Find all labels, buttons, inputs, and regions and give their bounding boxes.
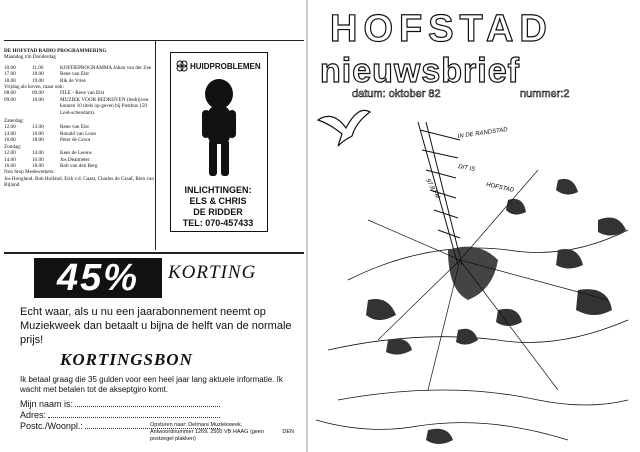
schedule-from: 14.00 [4, 156, 16, 163]
promo-text: Echt waar, als u nu een jaarabonnement neemt op Muziekweek dan betaalt u bijna de helft van de normale prijs! [20, 306, 292, 346]
ad-info-line2: ELS & CHRIS [189, 196, 247, 206]
land-blob [496, 309, 522, 326]
send-text: Opsturen naar: Delmare Muziekweek, Antwoordnummer 1269, 2500 VB HAAG (geen postzegel plakken) [150, 422, 265, 442]
land-blob [366, 299, 396, 320]
middle-divider [4, 252, 304, 254]
schedule-text: MUZIEK VOOR BEDRIJVEN (bedrijven kunnen 10 titels op-geven bij Postbus 159 Leid-schendam). [60, 96, 149, 116]
schedule-from: 12.00 [4, 150, 16, 157]
schedule-row [4, 137, 154, 143]
schedule-to: 11.00 [32, 64, 44, 71]
programme-schedule [4, 48, 154, 248]
schedule-from: 09.00 [4, 96, 16, 103]
friday-title: Vrijdag als boven, maar ook: [4, 84, 65, 91]
saturday-title: Zaterdag: [4, 118, 24, 125]
ad-heading: HUIDPROBLEMEN [190, 62, 261, 71]
land-blob [426, 429, 453, 444]
ad-info-line1: INLICHTINGEN: [184, 185, 252, 195]
schedule-from: 14.00 [4, 130, 16, 137]
masthead-hofstad: HOFSTAD [330, 8, 553, 50]
schedule-from: 10.00 [4, 64, 16, 71]
land-blob [386, 339, 412, 355]
schedule-text: Rene van Elst [60, 71, 89, 78]
schedule-from: 16.00 [4, 162, 16, 169]
schedule-to: 16.00 [32, 156, 44, 163]
schedule-to: 18.00 [32, 162, 44, 169]
programme-title: DE HOFSTAD RADIO PROGRAMMERING [4, 48, 107, 54]
kortingsbon-title: KORTINGSBON [60, 350, 193, 369]
clover-logo-icon [176, 60, 188, 72]
sunday-title: Zondag: [4, 143, 22, 150]
schedule-text: KOFFIEPROGRAMMA Johan van der Zee [60, 64, 152, 71]
schedule-from: 16.00 [4, 137, 16, 144]
radio-tower-icon [418, 122, 462, 265]
send-address [150, 422, 300, 443]
schedule-to: 18.00 [32, 137, 44, 144]
programme-subtitle: Maandag t/m Donderdag [4, 54, 56, 61]
seagull-icon [318, 110, 370, 146]
column-divider [155, 40, 156, 250]
schedule-text: Rene van Elst [60, 124, 89, 131]
schedule-text: Ronald van Loon [60, 130, 97, 137]
ad-info [175, 185, 261, 229]
schedule-to: 18.00 [32, 71, 44, 78]
issue-date: datum: oktober 82 [352, 88, 441, 100]
schedule-text: Rik de Vries [60, 77, 86, 84]
issue-number: nummer:2 [520, 88, 570, 100]
schedule-text: Kees de Leeuw [60, 150, 92, 157]
land-blob [556, 179, 578, 195]
map-label-randstad: IN DE RANDSTAD [457, 127, 509, 140]
schedule-to: 19.00 [32, 77, 44, 84]
schedule-text: Jos Dealmeter [60, 156, 90, 163]
map-label-dit-is: DIT IS [457, 164, 476, 173]
schedule-to: 10.00 [32, 96, 44, 103]
cover-illustration [308, 100, 640, 452]
name-field-label: Mijn naam is: [20, 399, 74, 409]
nonstop-title: Non Stop Medewerkers: [4, 169, 55, 176]
schedule-from: 12.00 [4, 124, 16, 131]
land-blob [456, 329, 478, 345]
schedule-to: 14.00 [32, 150, 44, 157]
schedule-from: 08.00 [4, 90, 16, 97]
schedule-to: 13.00 [32, 124, 44, 131]
schedule-from: 17.00 [4, 71, 16, 78]
schedule-from: 18.00 [4, 77, 16, 84]
send-den: DEN [282, 429, 294, 435]
masthead-nieuwsbrief: nieuwsbrief [320, 52, 520, 90]
land-blob [556, 249, 583, 269]
address-field-label: Adres: [20, 410, 47, 420]
land-blob [506, 199, 526, 215]
percent-text: 45% [56, 257, 140, 299]
map-label-freq: 97,8 FM [424, 178, 441, 201]
child-silhouette-icon [196, 78, 242, 180]
map-label-hofstad: HOFSTAD [485, 182, 515, 194]
korting-label: KORTING [168, 262, 257, 283]
top-divider [4, 40, 304, 41]
nonstop-text: Jos Hoogland, Rob Holland, Erik v.d. Gaast, Charles de Graaf, Rien van Bijland. [4, 175, 154, 189]
name-field[interactable] [20, 399, 220, 410]
schedule-text: FILE - Rene van Elst [60, 90, 105, 97]
form-text: Ik betaal graag die 35 gulden voor een heel jaar lang aktuele informatie. Ik wacht met betalen tot de akseptgiro komt. [20, 375, 283, 394]
schedule-text: Rob van den Berg [60, 162, 98, 169]
address-field[interactable] [20, 410, 220, 421]
ad-info-line3: DE RIDDER [193, 207, 243, 217]
postal-field-label: Postc./Woonpl.: [20, 421, 83, 431]
schedule-text: Peter de Groot [60, 137, 91, 144]
schedule-row [4, 97, 154, 116]
schedule-to: 09.00 [32, 90, 44, 97]
ad-info-line4: TEL: 070-457433 [182, 218, 254, 228]
schedule-to: 16.00 [32, 130, 44, 137]
